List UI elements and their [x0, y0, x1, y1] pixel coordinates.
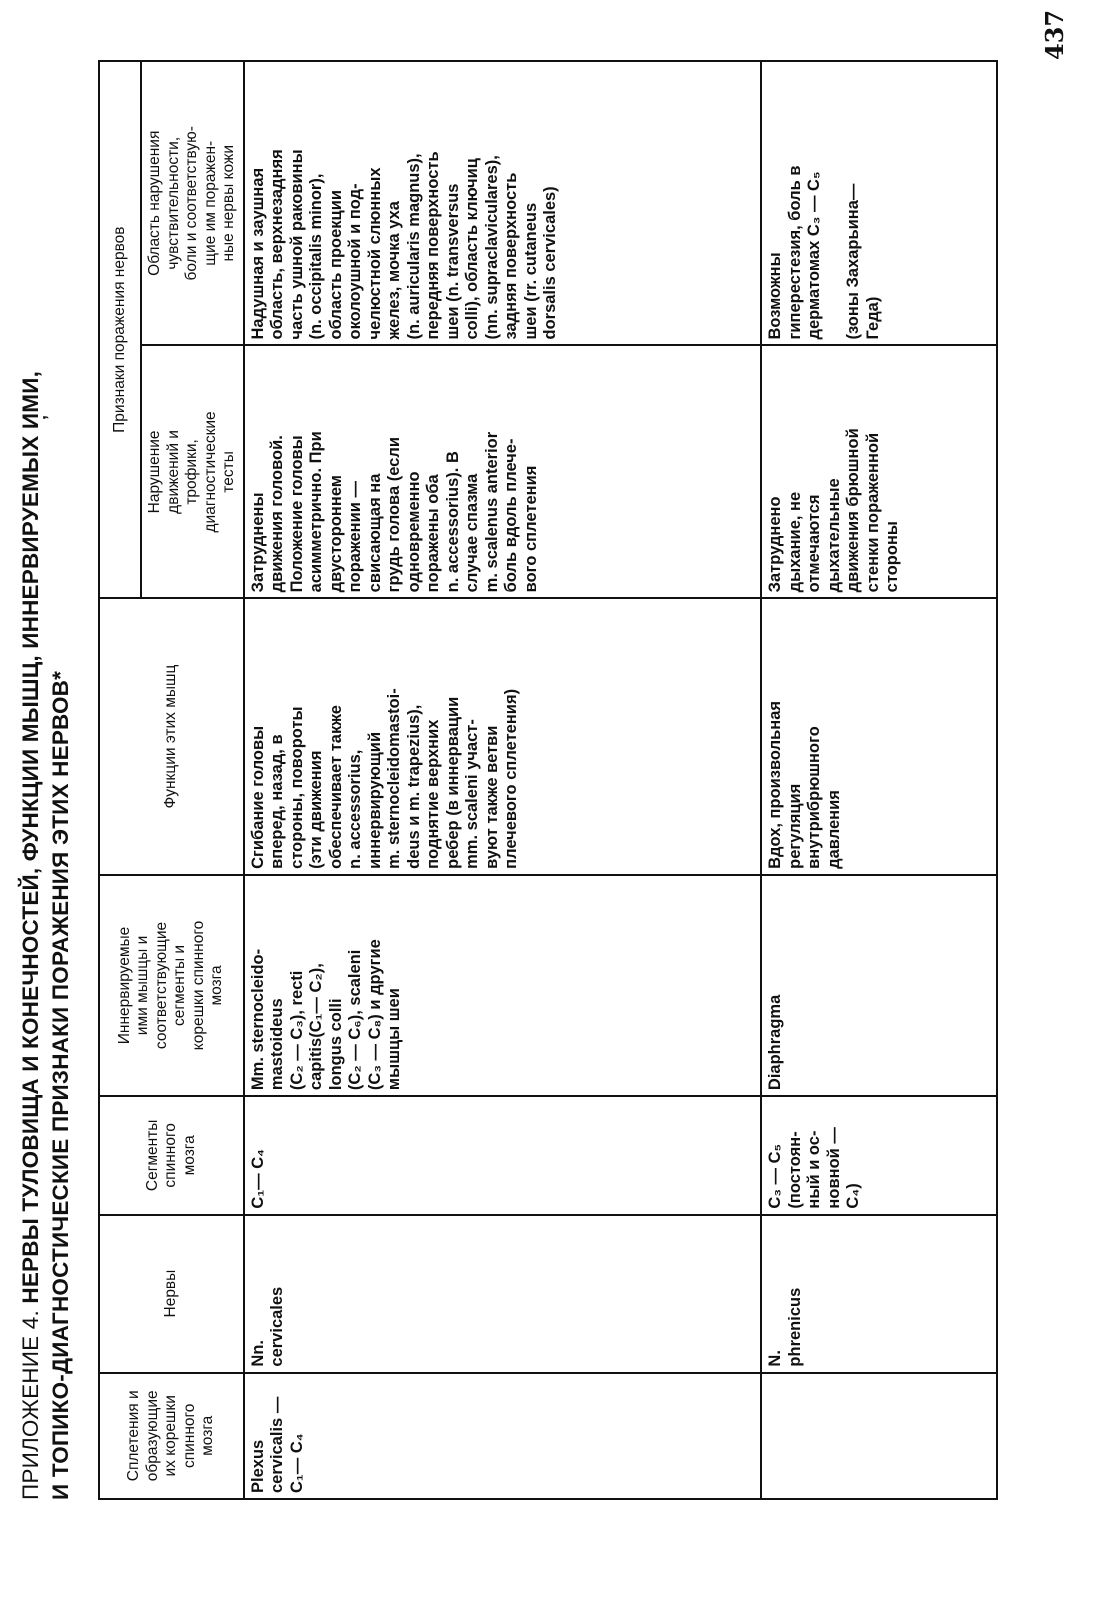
cell-plexus: Plexus cervicalis — C₁— C₄ — [244, 1373, 762, 1499]
nerves-table — [98, 60, 998, 1500]
header-nerves: Нервы — [99, 1215, 244, 1373]
header-functions: Функции этих мышц — [99, 598, 244, 875]
cell-sensory: Возможны гиперестезия, боль в дерматомах C₃ — C₅ (зоны Захарьина— Геда) — [761, 61, 997, 346]
cell-sensory: Надушная и заушная область, верхнезадняя часть ушной раковины (n. occipitalis minor), область проекции околоушной и под- челюстной слюнных желез, мочка уха (n. auricularis magnus), передняя поверхность шеи (n. transversus colli), область ключиц (nn. supraclaviculares), задняя поверхность шеи (rr. cutaneus dorsalis cervicales) — [244, 61, 762, 346]
header-row-top — [99, 61, 141, 1499]
page-number: 437 — [1040, 9, 1069, 60]
cell-segments: C₃ — C₅ (постоян- ный и ос- новной — C₄) — [761, 1096, 997, 1215]
heading-line-1: НЕРВЫ ТУЛОВИЩА И КОНЕЧНОСТЕЙ, ФУНКЦИИ МЫШЦ, ИННЕРВИРУЕМЫХ ИМИ, — [18, 370, 43, 1304]
heading-lead: ПРИЛОЖЕНИЕ 4. — [18, 1310, 43, 1500]
stray-mark: ʼ — [40, 414, 60, 420]
header-lesion-signs: Признаки поражения нервов — [99, 61, 141, 598]
cell-movement: Затруднено дыхание, не отмечаются дыхательные движения брюшной стенки пораженной стороны — [761, 346, 997, 599]
header-muscles: Иннервируемые ими мышцы и соответствующие сегменты и корешки спинного мозга — [99, 875, 244, 1096]
header-movement: Нарушение движений и трофики, диагностические тесты — [141, 346, 244, 599]
cell-nerve: Nn. cervicales — [244, 1215, 762, 1373]
header-segments: Сегменты спинного мозга — [99, 1096, 244, 1215]
table-row — [761, 61, 997, 1499]
cell-segments: C₁— C₄ — [244, 1096, 762, 1215]
page-heading — [16, 60, 76, 1500]
cell-nerve: N. phrenicus — [761, 1215, 997, 1373]
header-sensory: Область нарушения чувствительности, боли и соответствую- щие им поражен- ные нервы кожи — [141, 61, 244, 346]
cell-muscles: Mm. sternocleido- mastoideus (C₂ — C₃), recti capitis(C₁— C₂), longus colli (C₂ — C₆), scaleni (C₃ — C₈) и другие мышцы шеи — [244, 875, 762, 1096]
header-plexus: Сплетения и образующие их корешки спинного мозга — [99, 1373, 244, 1499]
cell-functions: Сгибание головы вперед, назад, в стороны, повороты (эти движения обеспечивает также n. accessorius, иннервирующий m. sternocleidomastoi- deus и m. trapezius), поднятие верхних ребер (в иннервации mm. scaleni участ- вуют также ветви плечевого сплетения) — [244, 598, 762, 875]
heading-line-2: И ТОПИКО-ДИАГНОСТИЧЕСКИЕ ПРИЗНАКИ ПОРАЖЕНИЯ ЭТИХ НЕРВОВ* — [48, 670, 73, 1500]
cell-functions: Вдох, произвольная регуляция внутрибрюшного давления — [761, 598, 997, 875]
cell-muscles: Diaphragma — [761, 875, 997, 1096]
table-row — [244, 61, 762, 1499]
cell-movement: Затруднены движения головой. Положение головы асимметрично. При двустороннем поражении — свисающая на грудь голова (если одновременно поражены оба n. accessorius). В случае спазма m. scalenus anterior боль вдоль плече- вого сплетения — [244, 346, 762, 599]
cell-plexus — [761, 1373, 997, 1499]
